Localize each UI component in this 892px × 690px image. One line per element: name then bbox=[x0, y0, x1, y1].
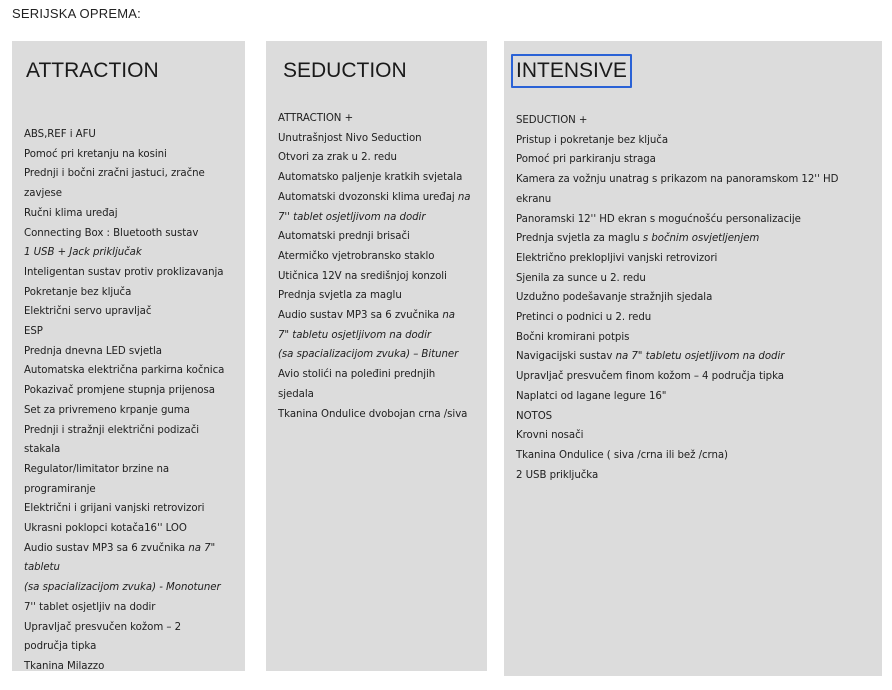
feature-text: zavjese bbox=[24, 188, 62, 200]
feature-text: Pokretanje bez ključa bbox=[24, 286, 132, 298]
feature-text: Utičnica 12V na središnjoj konzoli bbox=[278, 270, 447, 282]
feature-item bbox=[516, 111, 878, 131]
feature-item bbox=[24, 263, 242, 283]
feature-item bbox=[24, 283, 242, 303]
feature-text: Audio sustav MP3 sa 6 zvučnika bbox=[278, 310, 443, 322]
feature-text: 7'' tablet osjetljiv na dodir bbox=[24, 601, 156, 613]
feature-item bbox=[516, 229, 878, 249]
feature-item bbox=[24, 164, 242, 184]
trim-title-attraction: ATTRACTION bbox=[26, 59, 159, 82]
feature-item bbox=[24, 480, 242, 500]
feature-item bbox=[24, 401, 242, 421]
feature-item bbox=[24, 657, 242, 677]
trim-column-intensive bbox=[504, 41, 882, 676]
feature-item bbox=[516, 150, 878, 170]
feature-item bbox=[278, 365, 486, 385]
feature-item bbox=[24, 637, 242, 657]
feature-text: Panoramski 12'' HD ekran s mogućnošću personalizacije bbox=[516, 213, 801, 225]
feature-text-italic: 7" tabletu osjetljivom na dodir bbox=[278, 329, 432, 341]
feature-text: Navigacijski sustav bbox=[516, 351, 616, 363]
feature-item bbox=[24, 145, 242, 165]
feature-text: Pretinci o podnici u 2. redu bbox=[516, 312, 652, 324]
feature-text: Automatski prednji brisači bbox=[278, 231, 410, 243]
feature-item bbox=[278, 326, 486, 346]
feature-text-italic: na 7" bbox=[188, 542, 216, 554]
feature-item bbox=[278, 129, 486, 149]
feature-text: Connecting Box : Bluetooth sustav bbox=[24, 227, 199, 239]
feature-text: Krovni nosači bbox=[516, 430, 584, 442]
feature-text-italic: na bbox=[457, 191, 471, 203]
feature-text: ATTRACTION + bbox=[278, 113, 354, 124]
feature-item bbox=[24, 322, 242, 342]
feature-item bbox=[516, 446, 878, 466]
trim-column-attraction bbox=[12, 41, 245, 671]
feature-text: Tkanina Milazzo bbox=[24, 660, 105, 672]
feature-item bbox=[24, 519, 242, 539]
feature-text: Ukrasni poklopci kotača16'' LOO bbox=[24, 523, 187, 535]
feature-item bbox=[278, 247, 486, 267]
feature-item bbox=[24, 381, 242, 401]
feature-text: stakala bbox=[24, 444, 61, 456]
feature-item bbox=[24, 499, 242, 519]
feature-text: Prednja svjetla za maglu bbox=[516, 233, 643, 245]
page-heading: SERIJSKA OPREMA: bbox=[12, 6, 141, 21]
feature-item bbox=[278, 306, 486, 326]
feature-text: Atermičko vjetrobransko staklo bbox=[278, 250, 435, 262]
feature-text: Tkanina Ondulice ( siva /crna ili bež /crna) bbox=[516, 449, 728, 461]
feature-text: NOTOS bbox=[516, 410, 553, 422]
feature-text: sjedala bbox=[278, 388, 314, 400]
feature-text-italic: tabletu bbox=[24, 562, 60, 574]
feature-item bbox=[24, 361, 242, 381]
feature-text: Upravljač presvučen kožom – 2 bbox=[24, 621, 182, 633]
feature-item bbox=[24, 224, 242, 244]
feature-item bbox=[24, 618, 242, 638]
feature-text: Sjenila za sunce u 2. redu bbox=[516, 272, 646, 284]
feature-text: Ručni klima uređaj bbox=[24, 207, 118, 219]
feature-item bbox=[278, 405, 486, 425]
feature-text: Prednja svjetla za maglu bbox=[278, 290, 402, 302]
feature-list-seduction bbox=[278, 109, 486, 424]
feature-item bbox=[24, 184, 242, 204]
feature-item bbox=[278, 148, 486, 168]
feature-item bbox=[516, 269, 878, 289]
feature-item bbox=[278, 109, 486, 129]
feature-item bbox=[516, 387, 878, 407]
feature-text: Unutrašnjost Nivo Seduction bbox=[278, 132, 422, 144]
feature-item bbox=[278, 208, 486, 228]
feature-item bbox=[516, 407, 878, 427]
feature-text: Tkanina Ondulice dvobojan crna /siva bbox=[278, 408, 468, 420]
feature-text: ESP bbox=[24, 326, 43, 338]
feature-item bbox=[516, 131, 878, 151]
feature-list-intensive bbox=[516, 111, 878, 485]
feature-text: Automatsko paljenje kratkih svjetala bbox=[278, 172, 463, 184]
feature-text: Audio sustav MP3 sa 6 zvučnika bbox=[24, 542, 189, 554]
feature-text-italic: na 7" tabletu osjetljivom na dodir bbox=[615, 351, 785, 363]
feature-item bbox=[516, 426, 878, 446]
feature-item bbox=[24, 539, 242, 559]
feature-text: Set za privremeno krpanje guma bbox=[24, 404, 190, 416]
feature-item bbox=[516, 367, 878, 387]
feature-text: Pomoć pri kretanju na kosini bbox=[24, 148, 167, 160]
feature-item bbox=[24, 558, 242, 578]
feature-text: Inteligentan sustav protiv proklizavanja bbox=[24, 266, 224, 278]
feature-item bbox=[24, 204, 242, 224]
feature-text: Pomoć pri parkiranju straga bbox=[516, 154, 656, 166]
feature-text: 2 USB priključka bbox=[516, 469, 599, 481]
feature-item bbox=[278, 168, 486, 188]
feature-text: Električno preklopljivi vanjski retrovizori bbox=[516, 252, 718, 264]
feature-item bbox=[516, 347, 878, 367]
feature-text: ekranu bbox=[516, 193, 552, 205]
feature-item bbox=[516, 288, 878, 308]
feature-item bbox=[278, 227, 486, 247]
feature-item bbox=[278, 286, 486, 306]
feature-text: Regulator/limitator brzine na bbox=[24, 463, 170, 475]
feature-item bbox=[516, 249, 878, 269]
feature-text: Uzdužno podešavanje stražnjih sjedala bbox=[516, 292, 713, 304]
trim-title-intensive[interactable]: INTENSIVE bbox=[511, 54, 632, 88]
feature-item bbox=[516, 210, 878, 230]
feature-item bbox=[24, 243, 242, 263]
feature-text-italic: 1 USB + Jack priključak bbox=[24, 247, 142, 259]
feature-item bbox=[24, 578, 242, 598]
feature-text: Električni servo upravljač bbox=[24, 306, 152, 318]
trim-column-seduction bbox=[266, 41, 487, 671]
feature-item bbox=[516, 466, 878, 486]
feature-text: Automatski dvozonski klima uređaj bbox=[278, 191, 458, 203]
feature-item bbox=[516, 308, 878, 328]
feature-text: Bočni kromirani potpis bbox=[516, 331, 630, 343]
feature-item bbox=[24, 421, 242, 441]
feature-text-italic: (sa spacializacijom zvuka) – Bituner bbox=[278, 349, 459, 361]
feature-item bbox=[516, 190, 878, 210]
feature-item bbox=[24, 342, 242, 362]
feature-item bbox=[24, 440, 242, 460]
feature-text: programiranje bbox=[24, 483, 96, 495]
feature-text: Kamera za vožnju unatrag s prikazom na panoramskom 12'' HD bbox=[516, 174, 839, 186]
feature-text: ABS,REF i AFU bbox=[24, 129, 96, 140]
feature-item bbox=[516, 328, 878, 348]
feature-list-attraction bbox=[24, 125, 242, 677]
feature-text: Otvori za zrak u 2. redu bbox=[278, 152, 397, 164]
feature-text: Prednji i bočni zračni jastuci, zračne bbox=[24, 168, 205, 180]
feature-text-italic: 7'' tablet osjetljivom na dodir bbox=[278, 211, 426, 223]
feature-text-italic: s bočnim osvjetljenjem bbox=[642, 233, 760, 245]
feature-text: Prednji i stražnji električni podizači bbox=[24, 424, 200, 436]
feature-item bbox=[24, 302, 242, 322]
feature-text: Upravljač presvučem finom kožom – 4 područja tipka bbox=[516, 371, 784, 383]
feature-item bbox=[278, 345, 486, 365]
feature-item bbox=[278, 267, 486, 287]
feature-item bbox=[24, 125, 242, 145]
feature-text: Prednja dnevna LED svjetla bbox=[24, 345, 162, 357]
feature-item bbox=[24, 460, 242, 480]
feature-item bbox=[24, 598, 242, 618]
feature-text: Pristup i pokretanje bez ključa bbox=[516, 134, 669, 146]
feature-item bbox=[516, 170, 878, 190]
feature-item bbox=[278, 385, 486, 405]
feature-text: SEDUCTION + bbox=[516, 115, 588, 126]
feature-text: Automatska električna parkirna kočnica bbox=[24, 365, 225, 377]
feature-text: Električni i grijani vanjski retrovizori bbox=[24, 503, 205, 515]
feature-text-italic: (sa spacializacijom zvuka) - Monotuner bbox=[24, 582, 221, 594]
feature-item bbox=[278, 188, 486, 208]
feature-text-italic: na bbox=[442, 310, 455, 322]
trim-title-seduction: SEDUCTION bbox=[283, 59, 407, 82]
feature-text: Pokazivač promjene stupnja prijenosa bbox=[24, 385, 215, 397]
feature-text: Naplatci od lagane legure 16" bbox=[516, 390, 667, 402]
feature-text: Avio stolići na poleđini prednjih bbox=[278, 369, 436, 381]
feature-text: područja tipka bbox=[24, 641, 97, 653]
